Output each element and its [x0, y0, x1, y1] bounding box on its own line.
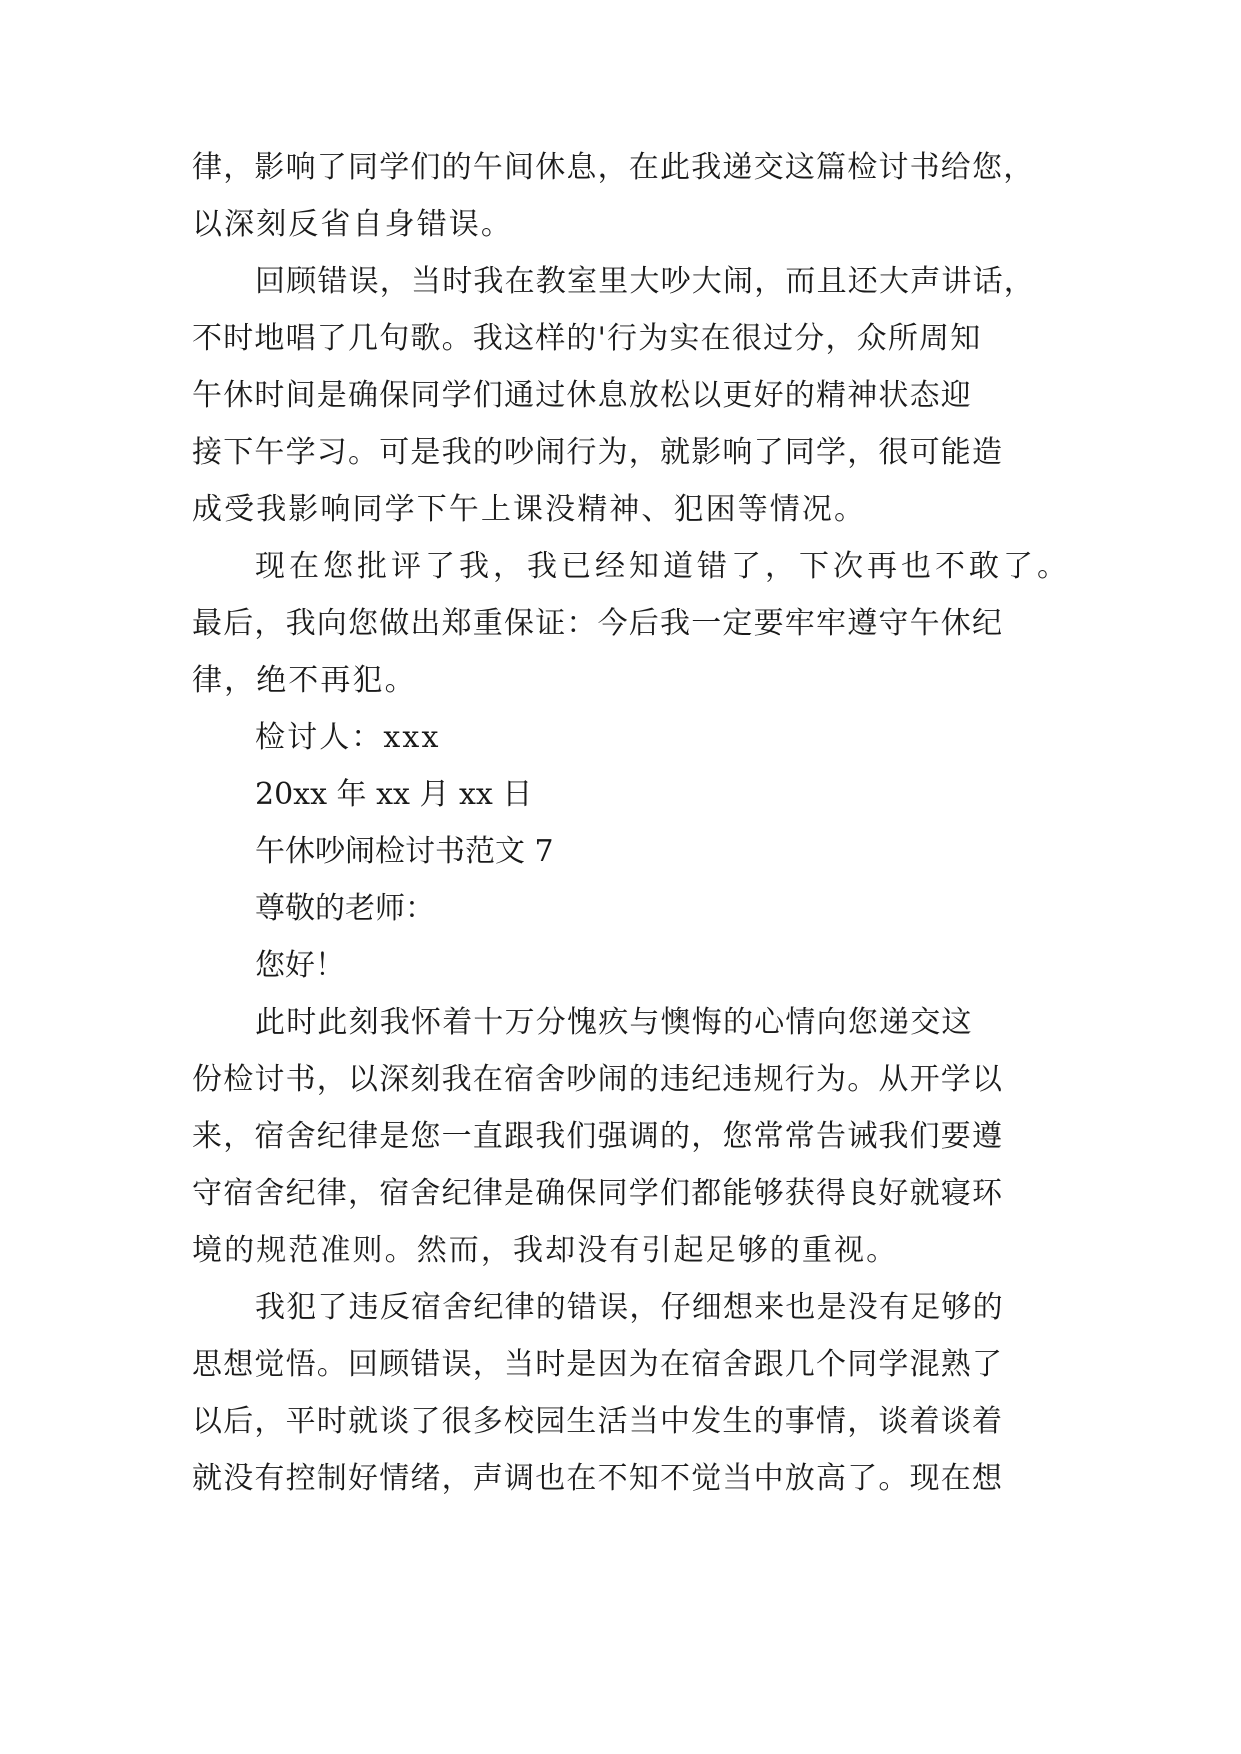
text-line: 此时此刻我怀着十万分愧疚与懊悔的心情向您递交这	[255, 1005, 973, 1040]
text-line: 来，宿舍纪律是您一直跟我们强调的，您常常告诫我们要遵	[192, 1119, 1004, 1154]
text-line: 思想觉悟。回顾错误，当时是因为在宿舍跟几个同学混熟了	[192, 1347, 1004, 1382]
date-line: 20xx 年 xx 月 xx 日	[255, 777, 533, 812]
text-line: 守宿舍纪律，宿舍纪律是确保同学们都能够获得良好就寝环	[192, 1176, 1004, 1211]
text-line: 最后，我向您做出郑重保证：今后我一定要牢牢遵守午休纪	[192, 606, 1004, 641]
text-line: 以后，平时就谈了很多校园生活当中发生的事情，谈着谈着	[192, 1404, 1004, 1439]
greeting: 您好！	[255, 948, 345, 983]
text-line: 成受我影响同学下午上课没精神、犯困等情况。	[192, 492, 867, 527]
text-line: 份检讨书，以深刻我在宿舍吵闹的违纪违规行为。从开学以	[192, 1062, 1004, 1097]
text-line: 不时地唱了几句歌。我这样的'行为实在很过分，众所周知	[192, 321, 982, 356]
text-line: 律，绝不再犯。	[192, 663, 417, 698]
text-line: 接下午学习。可是我的吵闹行为，就影响了同学，很可能造	[192, 435, 1004, 470]
salutation: 尊敬的老师：	[255, 891, 435, 926]
text-line: 以深刻反省自身错误。	[192, 207, 513, 242]
text-line: 我犯了违反宿舍纪律的错误，仔细想来也是没有足够的	[255, 1290, 1004, 1325]
text-line: 就没有控制好情绪，声调也在不知不觉当中放高了。现在想	[192, 1461, 1004, 1496]
text-line: 现在您批评了我，我已经知道错了，下次再也不敢了。	[255, 549, 1071, 584]
section-title: 午休吵闹检讨书范文 7	[255, 834, 554, 869]
text-line: 午休时间是确保同学们通过休息放松以更好的精神状态迎	[192, 378, 972, 413]
text-line: 回顾错误，当时我在教室里大吵大闹，而且还大声讲话，	[255, 264, 1035, 299]
text-line: 境的规范准则。然而，我却没有引起足够的重视。	[192, 1233, 899, 1268]
signature-line: 检讨人：xxx	[255, 720, 441, 755]
text-line: 律，影响了同学们的午间休息，在此我递交这篇检讨书给您，	[192, 150, 1035, 185]
